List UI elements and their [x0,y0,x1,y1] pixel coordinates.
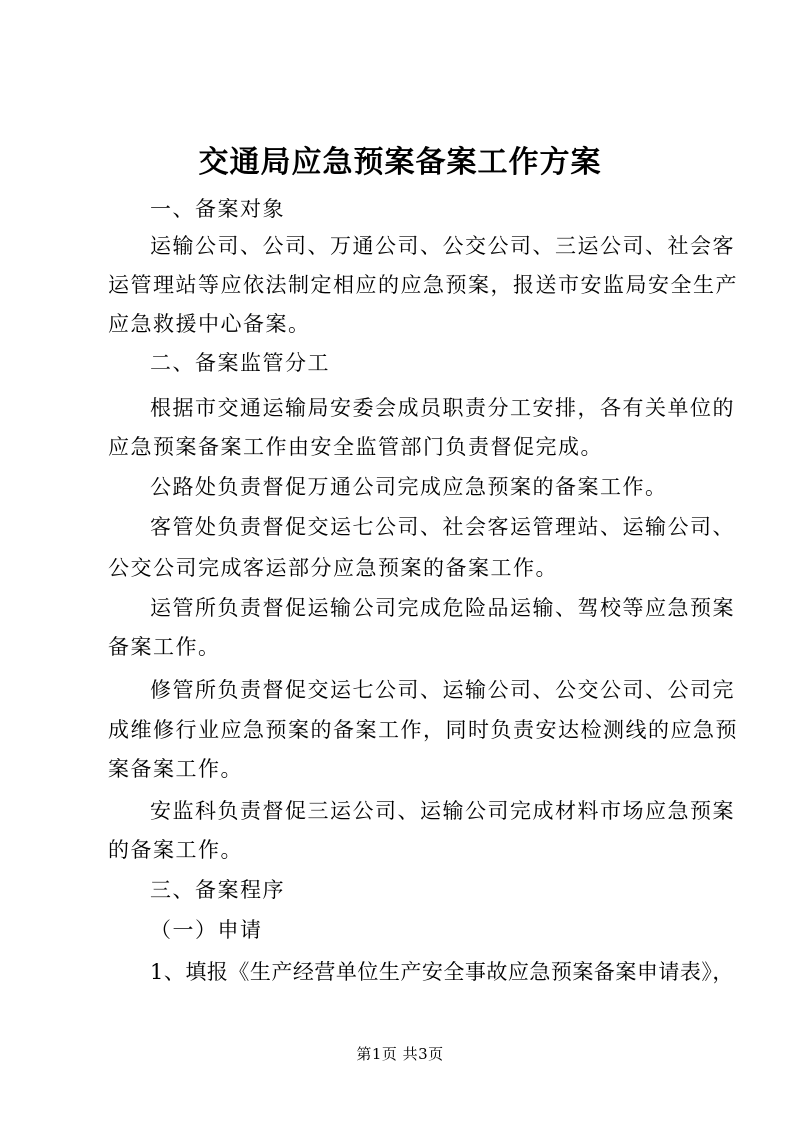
body-line: 运管所负责督促运输公司完成危险品运输、驾校等应急预案 [150,596,735,620]
body-line: 成维修行业应急预案的备案工作，同时负责安达检测线的应急预 [108,718,738,742]
section-heading: 三、备案程序 [150,878,285,902]
body-line: 案备案工作。 [108,757,243,781]
body-line: 安监科负责督促三运公司、运输公司完成材料市场应急预案 [150,799,735,823]
body-line: 应急救援中心备案。 [108,312,311,336]
section-heading: 一、备案对象 [150,197,285,221]
section-heading: 二、备案监管分工 [150,351,330,375]
body-line: 备案工作。 [108,635,221,659]
body-line: 的备案工作。 [108,838,243,862]
page-number: 第1页 共3页 [356,1045,444,1063]
body-line: 公交公司完成客运部分应急预案的备案工作。 [108,556,558,580]
body-line: 运管理站等应依法制定相应的应急预案，报送市安监局安全生产 [108,273,738,297]
body-line: 运输公司、公司、万通公司、公交公司、三运公司、社会客 [150,234,735,258]
body-line: 根据市交通运输局安委会成员职责分工安排，各有关单位的 [150,396,735,420]
body-line: 修管所负责督促交运七公司、运输公司、公交公司、公司完 [150,678,735,702]
body-line: 公路处负责督促万通公司完成应急预案的备案工作。 [150,475,668,499]
body-line: 应急预案备案工作由安全监管部门负责督促完成。 [108,435,603,459]
document-title: 交通局应急预案备案工作方案 [198,145,602,180]
body-line: 客管处负责督促交运七公司、社会客运管理站、运输公司、 [150,515,735,539]
body-line: 1、填报《生产经营单位生产安全事故应急预案备案申请表》， [150,960,734,984]
subsection-heading: （一）申请 [150,918,263,942]
